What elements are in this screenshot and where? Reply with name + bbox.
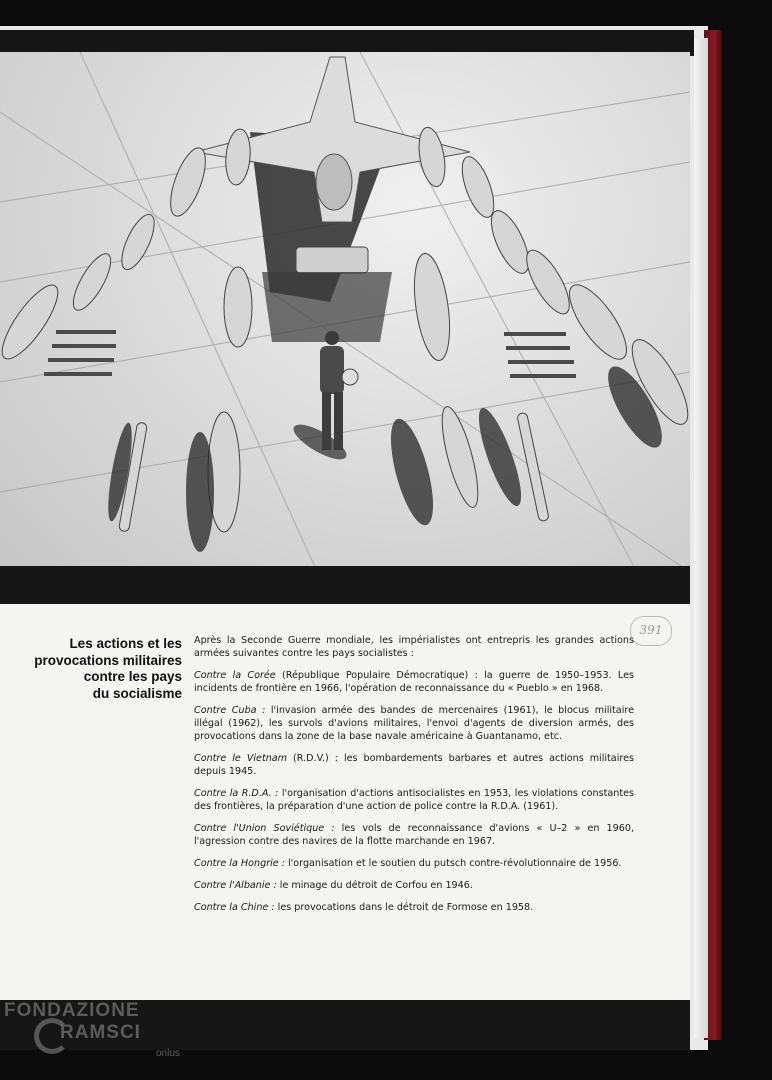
heading-line: contre les pays	[83, 669, 182, 684]
entry-paragraph: Contre l'Union Soviétique : les vols de reconnaissance d'avions « U–2 » en 1960, l'agression contre des navires de la flotte marchande en 1967.	[194, 823, 635, 847]
watermark-line: RAMSCI	[60, 1022, 141, 1043]
watermark-line: FONDAZIONE	[4, 1000, 140, 1021]
section-heading	[18, 636, 182, 702]
watermark-line: onlus	[156, 1048, 180, 1059]
entry-paragraph: Contre la R.D.A. : l'organisation d'actions antisocialistes en 1953, les violations constantes des frontières, la préparation d'une action de police contre la R.D.A. (1961).	[194, 788, 634, 812]
entry-paragraph: Contre Cuba : l'invasion armée des bandes de mercenaires (1961), le blocus militaire illégal (1962), les survols d'avions militaires, l'envoi d'agents de diversion armés, des provocations dans la zone de la base navale américaine à Guantanamo, etc.	[194, 705, 634, 742]
handwritten-page-note: 391	[630, 616, 672, 646]
aircraft-weapons-photo	[0, 52, 690, 578]
heading-line: du socialisme	[92, 685, 182, 701]
fondazione-gramsci-watermark	[4, 996, 204, 1066]
photo-illustration	[0, 52, 690, 578]
page-edge	[694, 38, 708, 1038]
intro-paragraph: Après la Seconde Guerre mondiale, les impérialistes ont entrepris les grandes actions armées suivantes contre les pays socialistes :	[194, 635, 634, 659]
entry-paragraph: Contre le Vietnam (R.D.V.) : les bombardements barbares et autres actions militaires depuis 1945.	[194, 753, 634, 777]
heading-line: provocations militaires	[34, 652, 182, 668]
entry-paragraph: Contre la Corée (République Populaire Démocratique) : la guerre de 1950–1953. Les incidents de frontière en 1966, l'opération de reconnaissance du « Pueblo » en 1968.	[194, 670, 635, 694]
entry-paragraph: Contre l'Albanie : le minage du détroit de Corfou en 1946.	[194, 880, 473, 891]
body-text	[194, 634, 634, 923]
heading-line: Les actions et les	[69, 636, 182, 651]
entry-paragraph: Contre la Chine : les provocations dans le détroit de Formose en 1958.	[194, 902, 534, 913]
entry-paragraph: Contre la Hongrie : l'organisation et le soutien du putsch contre-révolutionnaire de 1956.	[194, 858, 622, 869]
